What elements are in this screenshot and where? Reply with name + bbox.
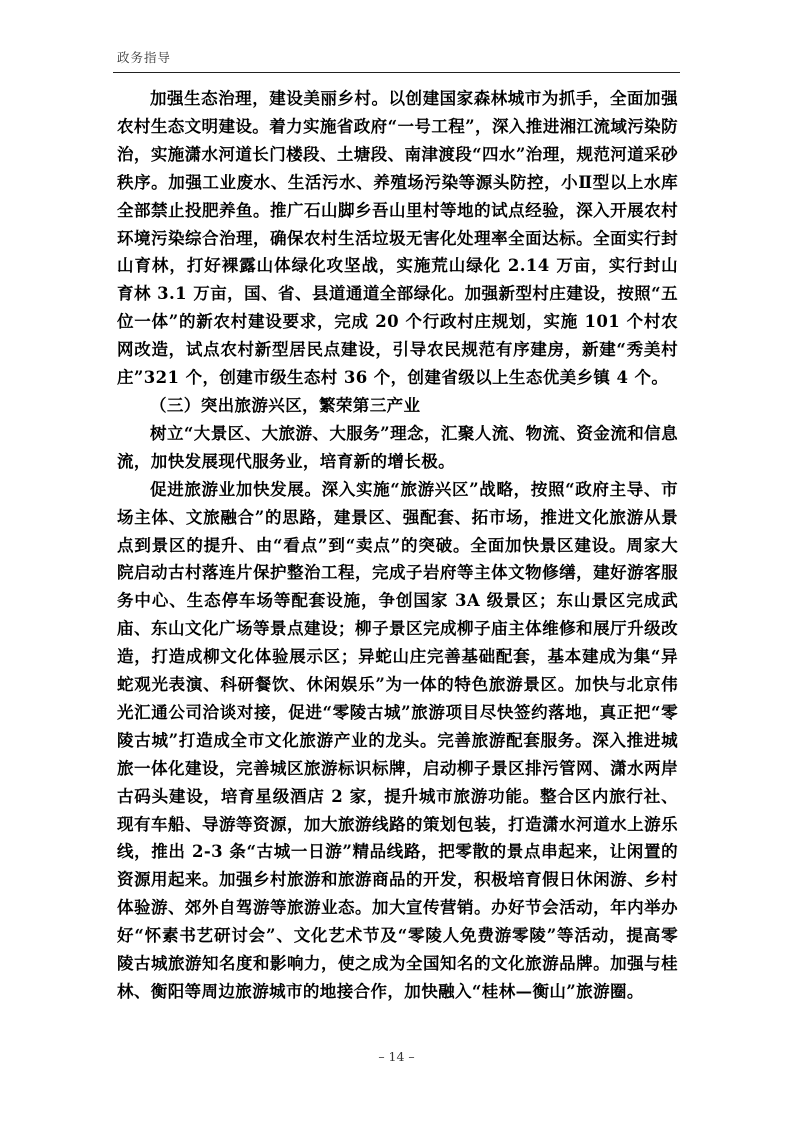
paragraph-tourism-concept: 树立“大景区、大旅游、大服务”理念，汇聚人流、物流、资金流和信息流，加快发展现代服务业，培育新的增长极。 — [117, 423, 678, 471]
header-divider — [113, 72, 680, 73]
running-header: 政务指导 — [117, 50, 172, 65]
document-body — [117, 85, 678, 1006]
section-heading: （三）突出旅游兴区，繁荣第三产业 — [150, 395, 421, 415]
paragraph-tourism-development: 促进旅游业加快发展。深入实施“旅游兴区”战略，按照“政府主导、市场主体、文旅融合”的思路，建景区、强配套、拓市场，推进文化旅游从景点到景区的提升、由“看点”到“卖点”的突破。全面加快景区建设。周家大院启动古村落连片保护整治工程，完成子岩府等主体文物修缮，建好游客服务中心、生态停车场等配套设施，争创国家 3A 级景区；东山景区完成武庙、东山文化广场等景点建设；柳子景区完成柳子庙主体维修和展厅升级改造，打造成柳文化体验展示区；异蛇山庄完善基础配套，基本建成为集“异蛇观光表演、科研餐饮、休闲娱乐”为一体的特色旅游景区。加快与北京伟光汇通公司洽谈对接，促进“零陵古城”旅游项目尽快签约落地，真正把“零陵古城”打造成全市文化旅游产业的龙头。完善旅游配套服务。深入推进城旅一体化建设，完善城区旅游标识标牌，启动柳子景区排污管网、潇水两岸古码头建设，培育星级酒店 2 家，提升城市旅游功能。整合区内旅行社、现有车船、导游等资源，加大旅游线路的策划包装，打造潇水河道水上游乐线，推出 2-3 条“古城一日游”精品线路，把零散的景点串起来，让闲置的资源用起来。加强乡村旅游和旅游商品的开发，积极培育假日休闲游、乡村体验游、郊外自驾游等旅游业态。加大宣传营销。办好节会活动，年内举办好“怀素书艺研讨会”、文化艺术节及“零陵人免费游零陵”等活动，提高零陵古城旅游知名度和影响力，使之成为全国知名的文化旅游品牌。加强与桂林、衡阳等周边旅游城市的地接合作，加快融入“桂林—衡山”旅游圈。 — [117, 479, 678, 1001]
page-number: – 14 – — [378, 1049, 415, 1064]
paragraph-ecology: 加强生态治理，建设美丽乡村。以创建国家森林城市为抓手，全面加强农村生态文明建设。着力实施省政府“一号工程”，深入推进湘江流域污染防治，实施潇水河道长门楼段、土塘段、南津渡段“四水”治理，规范河道采砂秩序。加强工业废水、生活污水、养殖场污染等源头防控，小Ⅱ型以上水库全部禁止投肥养鱼。推广石山脚乡吾山里村等地的试点经验，深入开展农村环境污染综合治理，确保农村生活垃圾无害化处理率全面达标。全面实行封山育林，打好裸露山体绿化攻坚战，实施荒山绿化 2.14 万亩，实行封山育林 3.1 万亩，国、省、县道通道全部绿化。加强新型村庄建设，按照“五位一体”的新农村建设要求，完成 20 个行政村庄规划，实施 101 个村农网改造，试点农村新型居民点建设，引导农民规范有序建房，新建“秀美村庄”321 个，创建市级生态村 36 个，创建省级以上生态优美乡镇 4 个。 — [117, 89, 678, 388]
